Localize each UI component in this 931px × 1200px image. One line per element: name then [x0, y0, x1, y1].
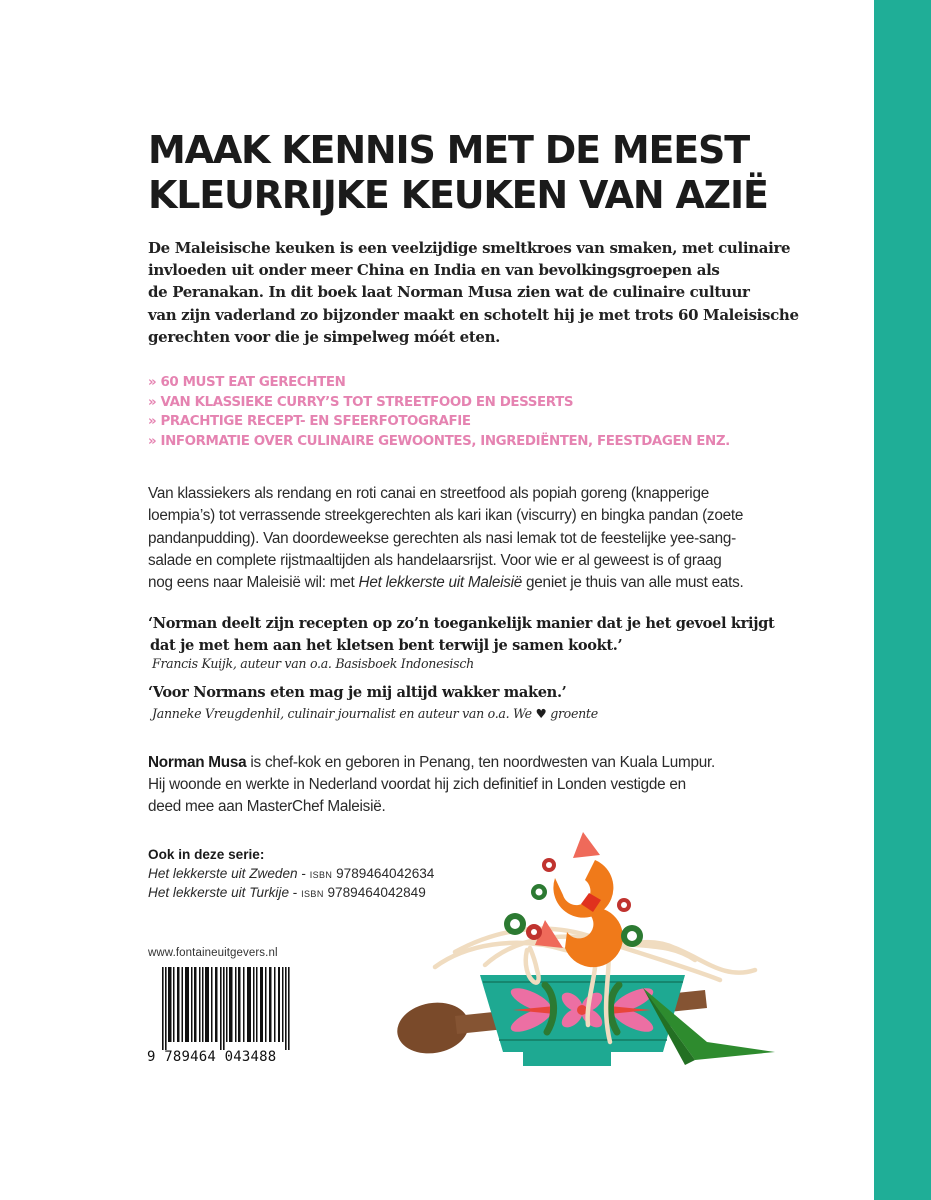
description-text: geniet je thuis van alle must eats.: [522, 574, 744, 592]
intro-line: invloeden uit onder meer China en India en van bevolkingsgroepen als: [148, 261, 720, 280]
intro-line: De Maleisische keuken is een veelzijdige smeltkroes van smaken, met culinaire: [148, 239, 791, 257]
description-text: nog eens naar Maleisië wil: met: [148, 574, 359, 592]
series-item: [148, 865, 434, 885]
barcode-number: 9 789464 043488: [147, 1049, 277, 1065]
feature-bullet: » INFORMATIE OVER CULINAIRE GEWOONTES, INGREDIËNTEN, FEESTDAGEN ENZ.: [148, 433, 730, 449]
review-quote-2: [148, 682, 566, 704]
feature-bullet: » VAN KLASSIEKE CURRY’S TOT STREETFOOD EN DESSERTS: [148, 394, 574, 410]
bio-line: Hij woonde en werkte in Nederland voordat hij zich definitief in Londen vestigde en: [148, 776, 686, 794]
intro-paragraph: [148, 237, 799, 348]
author-name: Norman Musa: [148, 754, 247, 771]
barcode-icon: [162, 967, 290, 1050]
series-book-title: Het lekkerste uit Turkije: [148, 885, 290, 901]
description-line: pandanpudding). Van doordeweekse gerechten als nasi lemak tot de feestelijke yee-sang-: [148, 529, 736, 547]
isbn-number: 9789464042849: [323, 885, 426, 901]
cover-spine-accent-band: [874, 0, 931, 1200]
feature-bullet: » 60 MUST EAT GERECHTEN: [148, 375, 346, 390]
description-line-last: [148, 572, 768, 594]
intro-line: de Peranakan. In dit boek laat Norman Musa zien wat de culinaire cultuur: [148, 283, 750, 302]
quote-line: dat je met hem aan het kletsen bent terwijl je samen kookt.’: [150, 637, 623, 654]
separator: -: [289, 885, 302, 901]
feature-bullet-list: [148, 373, 730, 451]
teal-bowl-icon: [480, 975, 685, 1066]
description-line: Van klassiekers als rendang en roti canai en streetfood als popiah goreng (knapperige: [148, 485, 709, 502]
bio-line: deed mee aan MasterChef Maleisië.: [148, 798, 386, 816]
feature-bullet: » PRACHTIGE RECEPT- EN SFEERFOTOGRAFIE: [148, 414, 471, 430]
description-line: salade en complete rijstmaaltijden als handelaarsrijst. Voor wie er al geweest is of graag: [148, 551, 722, 569]
book-title: Het lekkerste uit Maleisië: [358, 574, 523, 592]
isbn-number: 9789464042634: [332, 865, 435, 881]
isbn-label: ISBN: [301, 889, 324, 900]
intro-line: van zijn vaderland zo bijzonder maakt en schotelt hij je met trots 60 Maleisische: [148, 305, 799, 324]
series-list: [148, 846, 434, 904]
quote-attribution-1: Francis Kuijk, auteur van o.a. Basisboek Indonesisch: [152, 656, 474, 671]
review-quote-1: [148, 613, 774, 657]
separator: -: [297, 865, 310, 881]
headline-line-1: MAAK KENNIS MET DE MEEST: [148, 128, 749, 172]
bio-text: is chef-kok en geboren in Penang, ten noordwesten van Kuala Lumpur.: [246, 754, 715, 771]
bio-line: [148, 752, 715, 774]
author-bio: [148, 752, 715, 819]
attribution-text: Janneke Vreugdenhil, culinair journalist en auteur van o.a. We: [152, 706, 536, 721]
quote-line: ‘Voor Normans eten mag je mij altijd wakker maken.’: [148, 684, 567, 701]
series-title: Ook in deze serie:: [148, 847, 265, 862]
publisher-url[interactable]: www.fontaineuitgevers.nl: [148, 947, 278, 959]
noodle-bowl-illustration-icon: [395, 820, 815, 1070]
intro-line: gerechten voor die je simpelweg móét eten.: [148, 327, 501, 346]
heart-icon: ♥: [535, 706, 547, 721]
quote-line: ‘Norman deelt zijn recepten op zo’n toegankelijk manier dat je het gevoel krijgt: [148, 615, 775, 632]
headline: [148, 128, 768, 218]
headline-line-2: KLEURRIJKE KEUKEN VAN AZIË: [148, 173, 768, 217]
description-line: loempia’s) tot verrassende streekgerechten als kari ikan (viscurry) en bingka pandan (zoete: [148, 507, 744, 525]
quote-attribution-2: [152, 706, 598, 722]
series-item: [148, 884, 434, 904]
series-book-title: Het lekkerste uit Zweden: [148, 865, 298, 881]
attribution-text: groente: [546, 706, 598, 721]
description-paragraph: [148, 483, 768, 594]
isbn-label: ISBN: [309, 869, 333, 880]
